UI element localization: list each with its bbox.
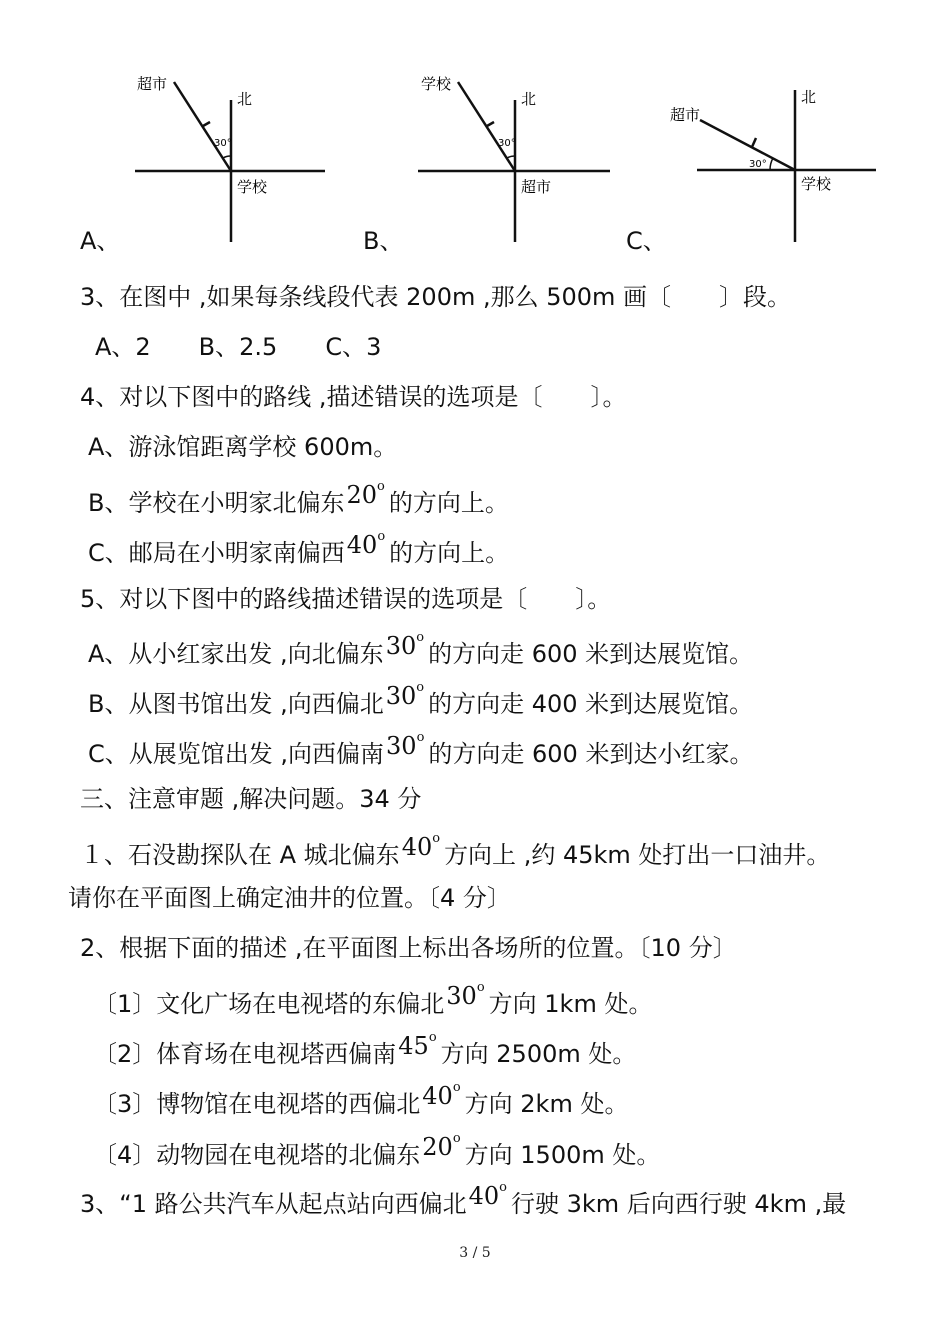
q5-option-a-pre: A、从小红家出发 ,向北偏东 <box>88 640 384 668</box>
problem2-item-4 <box>93 1131 661 1170</box>
diagram-a <box>135 82 325 242</box>
problem2-item-2-pre: 〔2〕体育场在电视塔西偏南 <box>93 1040 397 1068</box>
degree-value: 45$^o$ <box>398 1030 437 1060</box>
degree-value: 40$^o$ <box>346 529 386 559</box>
degree-value: 40$^o$ <box>422 1080 461 1110</box>
q5-option-b-pre: B、从图书馆出发 ,向西偏北 <box>88 690 384 718</box>
diagram-c-angle: 30° <box>749 159 767 170</box>
problem2-item-4-post: 方向 1500m 处。 <box>464 1141 661 1169</box>
diagram-b-north: 北 <box>521 90 537 108</box>
diagram-b-origin: 超市 <box>521 178 552 196</box>
q3-stem: 3、在图中 ,如果每条线段代表 200m ,那么 500m 画〔 〕段。 <box>80 283 792 311</box>
problem1-line2: 请你在平面图上确定油井的位置。〔4 分〕 <box>68 884 511 912</box>
diagram-a-angle: 30° <box>214 138 232 149</box>
diagram-b <box>418 82 610 242</box>
q5-option-c <box>88 730 754 769</box>
q5-option-c-post: 的方向走 600 米到达小红家。 <box>428 740 754 768</box>
problem3-pre: 3、“1 路公共汽车从起点站向西偏北 <box>80 1190 467 1218</box>
degree-value: 30$^o$ <box>386 730 425 760</box>
q4-option-c-post: 的方向上。 <box>389 539 510 567</box>
problem2-item-2-post: 方向 2500m 处。 <box>440 1040 637 1068</box>
q5-option-b <box>88 680 754 719</box>
diagram-c <box>697 90 876 242</box>
problem1-pre: １、石没勘探队在 A 城北偏东 <box>80 841 400 869</box>
problem1-line1 <box>80 831 831 870</box>
diagram-b-endpoint: 学校 <box>421 75 452 93</box>
q4-option-c <box>88 529 510 568</box>
q4-option-b-pre: B、学校在小明家北偏东 <box>88 489 345 517</box>
degree-value: 20$^o$ <box>422 1131 461 1161</box>
problem2-item-3-post: 方向 2km 处。 <box>464 1090 629 1118</box>
diagram-svg <box>0 60 950 260</box>
q4-option-b-post: 的方向上。 <box>388 489 509 517</box>
diagram-a-north: 北 <box>237 90 253 108</box>
problem2-item-3-pre: 〔3〕博物馆在电视塔的西偏北 <box>93 1090 421 1118</box>
q5-option-a <box>88 630 754 669</box>
section3-title: 三、注意审题 ,解决问题。34 分 <box>80 785 422 813</box>
degree-value: 30$^o$ <box>446 980 485 1010</box>
q4-option-a: A、游泳馆距离学校 600m。 <box>88 433 398 461</box>
diagram-c-option: C、 <box>626 227 667 255</box>
problem2-item-1-pre: 〔1〕文化广场在电视塔的东偏北 <box>93 990 445 1018</box>
degree-value: 30$^o$ <box>385 680 425 710</box>
degree-value: 30$^o$ <box>385 630 425 660</box>
q5-stem: 5、对以下图中的路线描述错误的选项是〔 〕。 <box>80 585 612 613</box>
q5-option-a-post: 的方向走 600 米到达展览馆。 <box>428 640 754 668</box>
problem3-post: 行驶 3km 后向西行驶 4km ,最 <box>510 1190 847 1218</box>
degree-value: 40$^o$ <box>468 1180 507 1210</box>
degree-value: 40$^o$ <box>401 831 441 861</box>
diagram-c-north: 北 <box>801 88 817 106</box>
problem2-item-2 <box>93 1030 637 1069</box>
problem2-item-1 <box>93 980 653 1019</box>
q5-option-b-post: 的方向走 400 米到达展览馆。 <box>428 690 754 718</box>
problem1-post: 方向上 ,约 45km 处打出一口油井。 <box>444 841 831 869</box>
diagram-a-option: A、 <box>80 227 121 255</box>
diagram-a-origin: 学校 <box>237 178 268 196</box>
problem2-item-3 <box>93 1080 629 1119</box>
problem2-item-4-pre: 〔4〕动物园在电视塔的北偏东 <box>93 1141 421 1169</box>
diagram-b-angle: 30° <box>498 138 516 149</box>
diagram-a-endpoint: 超市 <box>137 75 168 93</box>
q4-stem: 4、对以下图中的路线 ,描述错误的选项是〔 〕。 <box>80 383 627 411</box>
degree-value: 20$^o$ <box>346 479 385 509</box>
q3-options: A、2 B、2.5 C、3 <box>95 333 382 361</box>
q4-option-c-pre: C、邮局在小明家南偏西 <box>88 539 345 567</box>
q5-option-c-pre: C、从展览馆出发 ,向西偏南 <box>88 740 385 768</box>
diagram-b-option: B、 <box>363 227 404 255</box>
problem3-line1 <box>80 1180 847 1219</box>
diagram-c-origin: 学校 <box>801 175 832 193</box>
page-number: 3 / 5 <box>459 1245 491 1261</box>
problem2-stem: 2、根据下面的描述 ,在平面图上标出各场所的位置。〔10 分〕 <box>80 934 737 962</box>
direction-diagrams <box>0 60 950 260</box>
q4-option-b <box>88 479 509 518</box>
diagram-c-endpoint: 超市 <box>670 106 701 124</box>
problem2-item-1-post: 方向 1km 处。 <box>488 990 653 1018</box>
